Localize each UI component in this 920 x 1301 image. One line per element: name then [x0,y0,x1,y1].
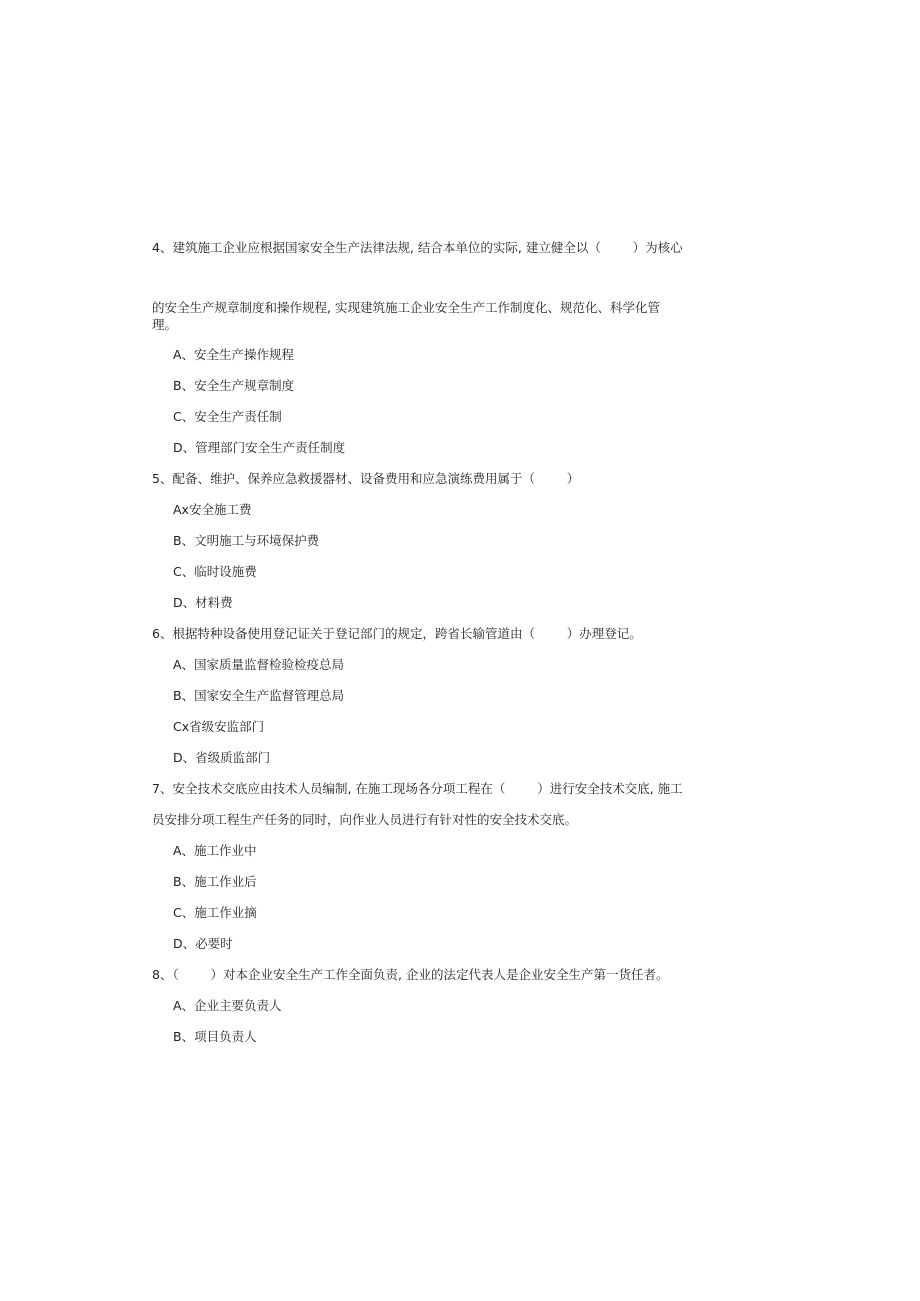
question-4-line-3: 理。 [152,317,178,332]
question-7-option-d: D、必要时 [173,936,233,951]
question-4-line-1: 4、建筑施工企业应根据国家安全生产法律法规, 结合本单位的实际, 建立健全以（ ）为核心 [152,240,683,255]
question-6-option-a: A、国家质量监督检验检疫总局 [173,657,345,672]
question-4-option-c: C、安全生产责任制 [173,409,282,424]
question-5-option-d: D、材料费 [173,595,233,610]
question-6-line-1: 6、根据特种设备使用登记证关于登记部门的规定，跨省长输管道由（ ）办理登记。 [152,626,642,641]
question-6-option-b: B、国家安全生产监督管理总局 [173,688,345,703]
question-5-line-1: 5、配备、维护、保养应急救援器材、设备费用和应急演练费用属于（ ） [152,471,580,486]
question-4-option-d: D、管理部门安全生产责任制度 [173,440,346,455]
question-4-line-2: 的安全生产规章制度和操作规程, 实现建筑施工企业安全生产工作制度化、规范化、科学化管 [152,300,660,315]
question-8-line-1: 8、（ ）对本企业安全生产工作全面负责, 企业的法定代表人是企业安全生产第一货任者。 [152,967,669,982]
question-4-option-a: A、安全生产操作规程 [173,347,295,362]
question-8-option-a: A、企业主要负责人 [173,998,282,1013]
question-5-option-b: B、文明施工与环境保护费 [173,533,320,548]
question-5-option-c: C、临时设施费 [173,564,257,579]
question-7-option-a: A、施工作业中 [173,843,257,858]
question-5-option-a: Ax安全施工费 [173,502,252,517]
question-7-line-2: 员安排分项工程生产任务的同时，向作业人员进行有针对性的安全技术交底。 [152,812,578,827]
question-6-option-d: D、省级质监部门 [173,750,271,765]
question-8-option-b: B、项目负责人 [173,1029,257,1044]
question-7-line-1: 7、安全技术交底应由技术人员编制, 在施工现场各分项工程在（ ）进行安全技术交底, 施工 [152,781,683,796]
question-7-option-c: C、施工作业摘 [173,905,257,920]
question-7-option-b: B、施工作业后 [173,874,257,889]
question-6-option-c: Cx省级安监部门 [173,719,265,734]
question-4-option-b: B、安全生产规章制度 [173,378,295,393]
